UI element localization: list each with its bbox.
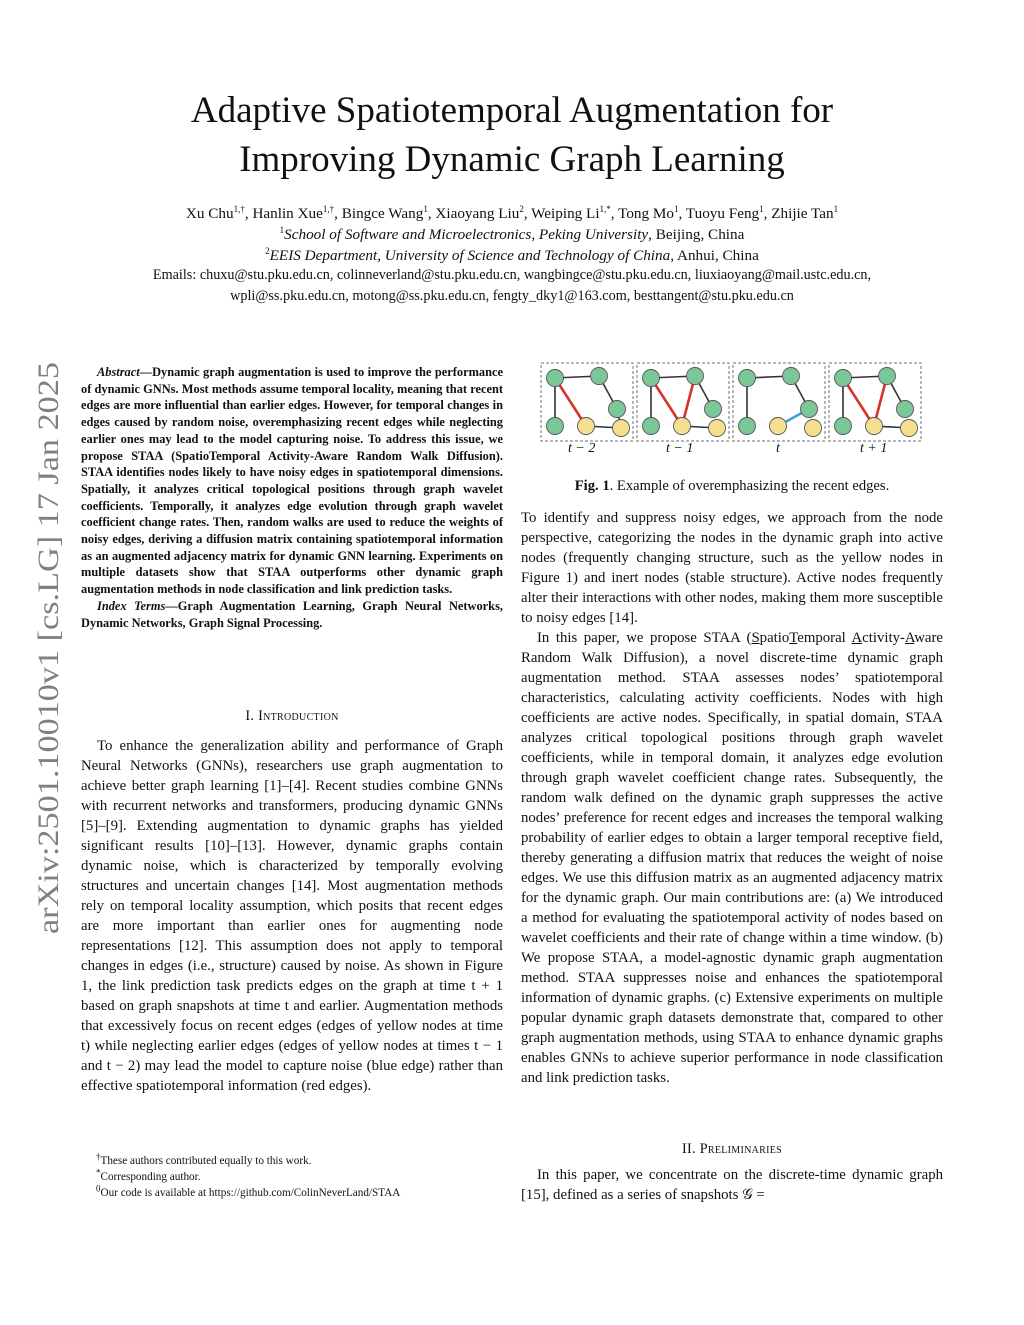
author-affiliation-mark: 1,† xyxy=(322,203,335,214)
index-terms-label: Index Terms xyxy=(97,598,166,613)
affiliation-1: $^1$School of Software and Microelectronics, Peking University, Beijing, China xyxy=(279,224,745,243)
active-node-yellow xyxy=(709,420,726,437)
time-label-t-minus-2: t − 2 xyxy=(568,441,596,456)
email-list xyxy=(20,265,1004,307)
inert-node-green xyxy=(643,370,660,387)
emails-line-1: Emails: chuxu@stu.pku.edu.cn, colinneverland@stu.pku.edu.cn, wangbingce@stu.pku.edu.cn, liuxiaoyang@mail.ustc.edu.cn, xyxy=(152,267,872,283)
intro-paragraph: To enhance the generalization ability and performance of Graph Neural Networks (GNNs), researchers use graph augmentation to achieve better graph learning [1]–[4]. Recent studies combine GNNs with recurrent networks and transformers, producing dynamic GNNs [5]–[9]. Extending augmentation to dynamic graphs has yielded significant results [10]–[13]. However, dynamic graphs contain dynamic noise, which is characterized by temporally evolving structures and uncertain changes [14]. Most augmentation methods rely on temporal locality assumption, which posits that recent edges are more important than earlier ones for augmenting node representations [12]. This assumption does not apply to temporal changes in edges (i.e., structure) caused by noise. As shown in Figure 1, the link prediction task predicts edges on the graph at time t + 1 based on graph snapshots at time t and earlier. Augmentation methods that excessively focus on recent edges (edges of yellow nodes at time t) while neglecting earlier edges (edges of yellow nodes at times t − 1 and t − 2) may lead the model to capture noise (blue edge) rather than effective spatiotemporal information (red edges). xyxy=(81,738,503,1094)
title-line-1: Adaptive Spatiotemporal Augmentation for xyxy=(190,90,834,131)
arxiv-id-text: arXiv:2501.10010v1 [cs.LG] 17 Jan 2025 xyxy=(33,440,65,934)
active-node-yellow xyxy=(866,418,883,435)
inert-node-green xyxy=(739,418,756,435)
footnote-1: †These authors contributed equally to this work. xyxy=(96,1151,312,1167)
index-terms: Index Terms—Graph Augmentation Learning, Graph Neural Networks, Dynamic Networks, Graph Signal Processing. xyxy=(81,598,503,630)
right-paragraph-2: In this paper, we propose STAA (SpatioTemporal Activity-Aware Random Walk Diffusion), a novel discrete-time dynamic graph augmentation method. STAA assesses nodes’ spatiotemporal characteristics, calculating activity coefficients. Nodes with high coefficients are active nodes. Specifically, in spatial domain, STAA analyzes critical topological positions through graph wavelet coefficients, while in temporal domain, it analyzes edge evolution through graph wavelet coefficient change rates. Subsequently, the random walk defined on the dynamic graph suppresses the active nodes’ preference for recent edges and increases the temporal walking probability of earlier edges to obtain a larger temporal receptive field, thereby generating a diffusion matrix that reduces the weight of noise edges. We use this diffusion matrix as an augmented adjacency matrix for the dynamic graph. Our main contributions are: (a) We introduced a method for evaluating the spatiotemporal activity of nodes based on wavelet coefficients and their rate of change within a time window. (b) We propose STAA, a model-agnostic dynamic graph augmentation method. STAA suppresses noise and enhances the spatiotemporal information of dynamic graphs. (c) Extensive experiments on multiple popular dynamic graph datasets demonstrate that, compared to other graph augmentation methods, using STAA to enhance dynamic graphs enables GNNs to achieve superior performance in node classification and link prediction tasks. xyxy=(521,630,943,1086)
author-name: Xiaoyang Liu xyxy=(435,205,520,222)
footnotes xyxy=(96,1153,516,1201)
active-node-yellow xyxy=(674,418,691,435)
inert-node-green xyxy=(739,370,756,387)
active-node-yellow xyxy=(613,420,630,437)
author-name: Tong Mo xyxy=(618,205,675,222)
inert-node-green xyxy=(835,418,852,435)
inert-node-green xyxy=(547,418,564,435)
inert-node-green xyxy=(687,368,704,385)
figure-caption-label: Fig. 1 xyxy=(574,478,610,494)
arxiv-identifier xyxy=(14,356,74,936)
author-name: Bingce Wang xyxy=(341,205,424,222)
author-affiliation-mark: 1 xyxy=(423,203,428,214)
section-heading-introduction: I. Introduction xyxy=(245,708,339,724)
paper-title xyxy=(0,86,1024,184)
figure-1-caption: Fig. 1. Example of overemphasizing the recent edges. xyxy=(574,478,890,494)
inert-node-green xyxy=(609,401,626,418)
abstract-paragraph: Abstract—Dynamic graph augmentation is used to improve the performance of dynamic GNNs. Most methods assume temporal locality, meaning that recent edges are more influential than earlier edges. However, for temporal changes in edges caused by random noise, overemphasizing recent edges while neglecting earlier ones may lead to the model capturing noise. To address this issue, we propose STAA (SpatioTemporal Activity-Aware Random Walk Diffusion). STAA identifies nodes likely to have noisy edges in spatiotemporal dimensions. Spatially, it analyzes critical topological positions through graph wavelet coefficients. Temporally, it analyzes edge evolution through graph wavelet coefficient change rates. Then, random walks are used to reduce the weights of noisy edges, deriving a diffusion matrix containing spatiotemporal information as an augmented adjacency matrix for dynamic GNN learning. Experiments on multiple datasets show that STAA outperforms other dynamic graph augmentation methods in node classification and link prediction tasks. xyxy=(81,365,503,597)
section-heading-preliminaries: II. Preliminaries xyxy=(681,1141,783,1157)
preliminaries-paragraph: In this paper, we concentrate on the discrete-time dynamic graph [15], defined as a series of snapshots 𝒢 = xyxy=(521,1167,943,1203)
inert-node-green xyxy=(801,401,818,418)
time-label-t-plus-1: t + 1 xyxy=(860,441,888,456)
author-affiliation-mark: 1,* xyxy=(599,203,611,214)
author-affiliation-mark: 2 xyxy=(519,203,524,214)
active-node-yellow xyxy=(901,420,918,437)
title-line-2: Improving Dynamic Graph Learning xyxy=(239,139,785,180)
author-name: Weiping Li xyxy=(531,205,600,222)
inert-node-green xyxy=(783,368,800,385)
author-name: Xu Chu xyxy=(185,205,234,222)
author-list: Xu Chu$^{1,\dagger}$, Hanlin Xue$^{1,\dagger}$, Bingce Wang$^1$, Xiaoyang Liu$^2$, Weiping $Li^{1,*}$, Tong Mo$^1$, Tuoyu Feng$^1$, Zhijie Tan$^1$ xyxy=(185,203,839,222)
preliminaries-text xyxy=(521,1165,943,1205)
author-affiliation-mark: 1 xyxy=(759,203,764,214)
abstract-label: Abstract xyxy=(97,365,140,379)
author-affiliation-mark: 1 xyxy=(833,203,839,214)
footnote-2: *Corresponding author. xyxy=(96,1167,201,1183)
emails-line-2: wpli@ss.pku.edu.cn, motong@ss.pku.edu.cn, fengty_dky1@163.com, besttangent@stu.pku.edu.cn xyxy=(230,288,794,304)
right-column-text xyxy=(521,508,943,1088)
right-paragraph-1: To identify and suppress noisy edges, we approach from the node perspective, categorizing the nodes in the dynamic graph into active nodes (frequently changing structure, such as the yellow nodes in Figure 1) and inert nodes (stable structure). Active nodes frequently alter their interactions with other nodes, making them more susceptible to noisy edges [14]. xyxy=(521,510,943,626)
inert-node-green xyxy=(705,401,722,418)
inert-node-green xyxy=(643,418,660,435)
inert-node-green xyxy=(897,401,914,418)
affiliation-2: $^2$EEIS Department, University of Science and Technology of China, Anhui, China xyxy=(265,245,759,264)
inert-node-green xyxy=(835,370,852,387)
inert-node-green xyxy=(591,368,608,385)
abstract xyxy=(81,364,503,631)
figure-1-time-labels xyxy=(538,441,928,461)
author-name: Tuoyu Feng xyxy=(685,205,760,222)
author-affiliation-mark: 1 xyxy=(674,203,679,214)
author-affiliation-mark: 1,† xyxy=(233,203,245,214)
author-name: Hanlin Xue xyxy=(252,205,323,222)
time-label-t: t xyxy=(776,441,780,456)
active-node-yellow xyxy=(770,418,787,435)
active-node-yellow xyxy=(578,418,595,435)
introduction-text xyxy=(81,736,503,1096)
time-label-t-minus-1: t − 1 xyxy=(666,441,694,456)
footnote-3: $^0$Our code is available at https://github.com/ColinNeverLand/STAA xyxy=(96,1183,401,1199)
author-name: Zhijie Tan xyxy=(771,205,834,222)
active-node-yellow xyxy=(805,420,822,437)
inert-node-green xyxy=(879,368,896,385)
inert-node-green xyxy=(547,370,564,387)
